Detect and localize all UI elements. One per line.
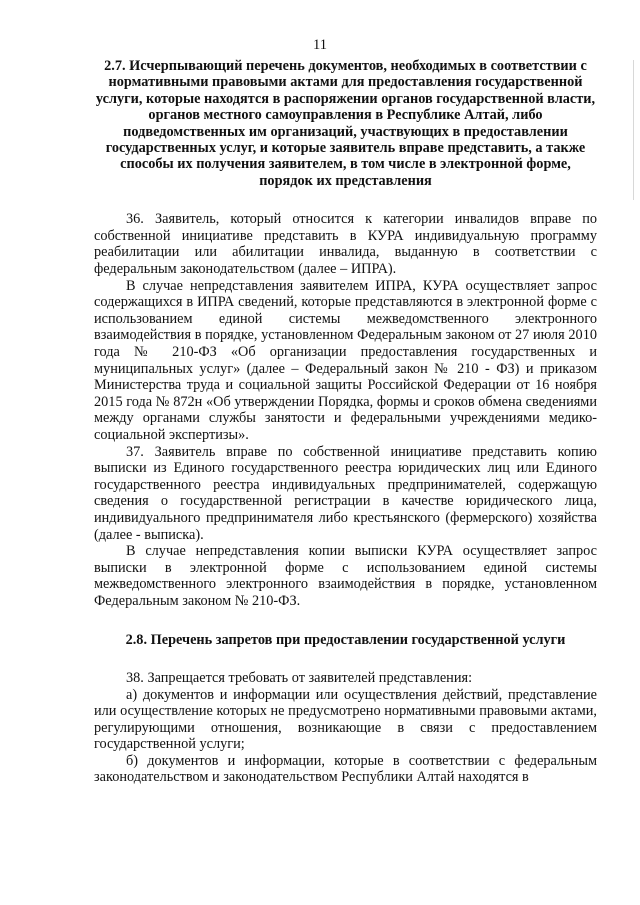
paragraph-ipra-request: В случае непредставления заявителем ИПРА, КУРА осуществляет запрос содержащихся в ИПРА сведений, которые представляются в электронной форме с использованием единой системы межведомственного электронного взаимодействия в порядке, установленном Федеральным законом от 27 июля 2010 года № 210-ФЗ «Об организации предоставления государственных и муниципальных услуг» (далее – Федеральный закон № 210 - ФЗ) и приказом Министерства труда и социальной защиты Российской Федерации от 16 ноября 2015 года № 872н «Об утверждении Порядка, формы и сроков обмена сведениями между органами службы занятости и федеральными учреждениями медико-социальной экспертизы».	[94, 277, 597, 443]
paragraph-38: 38. Запрещается требовать от заявителей представления:	[126, 669, 473, 686]
scan-edge-line	[633, 60, 634, 200]
section-heading-2-7: 2.7. Исчерпывающий перечень документов, необходимых в соответствии с нормативными правовыми актами для предоставления государственной услуги, которые находятся в распоряжении органов государственной власти, органов местного самоуправления в Республике Алтай, либо подведомственных им организаций, участвующих в предоставлении государственных услуг, и которые заявитель вправе представить, а также способы их получения заявителем, в том числе в электронной форме, порядок их представления	[95, 58, 596, 189]
page-number: 11	[313, 37, 327, 53]
paragraph-extract-request: В случае непредставления копии выписки КУРА осуществляет запрос выписки в электронной форме с использованием единой системы межведомственного электронного взаимодействия в порядке, установленном Федеральным законом № 210-ФЗ.	[94, 543, 597, 609]
section-heading-2-8: 2.8. Перечень запретов при предоставлении государственной услуги	[125, 631, 566, 648]
paragraph-36: 36. Заявитель, который относится к категории инвалидов вправе по собственной инициативе представить в КУРА индивидуальную программу реабилитации или абилитации инвалида, выданную в соответствии с федеральным законодательством (далее – ИПРА).	[94, 211, 597, 278]
page-content	[94, 58, 597, 786]
paragraph-37: 37. Заявитель вправе по собственной инициативе представить копию выписки из Единого государственного реестра юридических лиц или Единого государственного реестра индивидуальных предпринимателей, содержащую сведения о государственной регистрации в качестве юридического лица, индивидуального предпринимателя либо крестьянского (фермерского) хозяйства (далее - выписка).	[94, 443, 597, 543]
paragraph-38-a: а) документов и информации или осуществления действий, представление или осуществление которых не предусмотрено нормативными правовыми актами, регулирующими отношения, возникающие в связи с предоставлением государственной услуги;	[94, 686, 597, 753]
paragraph-38-b: б) документов и информации, которые в соответствии с федеральным законодательством и законодательством Республики Алтай находятся в	[94, 752, 597, 786]
